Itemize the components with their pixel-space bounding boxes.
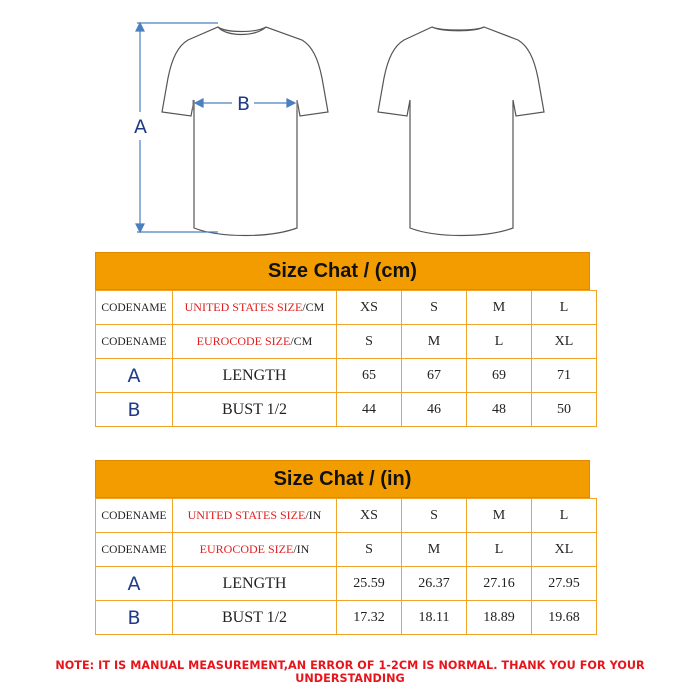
tshirt-figure xyxy=(0,0,700,245)
measurement-cell: 46 xyxy=(402,393,467,427)
size-chart-in xyxy=(95,460,590,635)
table-row xyxy=(96,499,597,533)
row-key: CODENAME xyxy=(96,325,173,359)
table-row xyxy=(96,601,597,635)
measurement-cell: 27.16 xyxy=(467,567,532,601)
size-cell: S xyxy=(337,325,402,359)
size-cell: M xyxy=(402,325,467,359)
table-row xyxy=(96,533,597,567)
measurement-cell: 25.59 xyxy=(337,567,402,601)
measurement-cell: 17.32 xyxy=(337,601,402,635)
size-cell: XS xyxy=(337,291,402,325)
size-cell: L xyxy=(532,499,597,533)
measurement-note: NOTE: IT IS MANUAL MEASUREMENT,AN ERROR OF 1-2CM IS NORMAL. THANK YOU FOR YOUR UNDERSTANDING xyxy=(55,659,645,685)
measurement-cell: 65 xyxy=(337,359,402,393)
row-key: B xyxy=(96,601,173,635)
row-key: CODENAME xyxy=(96,499,173,533)
row-key: CODENAME xyxy=(96,291,173,325)
row-label: UNITED STATES SIZE/CM xyxy=(173,291,337,325)
dimension-b-label: B xyxy=(237,93,251,115)
measurement-cell: 27.95 xyxy=(532,567,597,601)
size-table-in xyxy=(95,498,597,635)
row-key: CODENAME xyxy=(96,533,173,567)
row-label: EUROCODE SIZE/CM xyxy=(173,325,337,359)
measurement-cell: 44 xyxy=(337,393,402,427)
tshirt-diagram xyxy=(0,0,700,245)
size-cell: S xyxy=(337,533,402,567)
measurement-cell: 26.37 xyxy=(402,567,467,601)
size-chart-cm-title: Size Chat / (cm) xyxy=(95,252,590,290)
row-label: BUST 1/2 xyxy=(173,601,337,635)
measurement-cell: 71 xyxy=(532,359,597,393)
row-key: B xyxy=(96,393,173,427)
size-cell: S xyxy=(402,291,467,325)
row-key: A xyxy=(96,567,173,601)
measurement-cell: 50 xyxy=(532,393,597,427)
table-row xyxy=(96,359,597,393)
size-cell: M xyxy=(467,291,532,325)
row-label: UNITED STATES SIZE/IN xyxy=(173,499,337,533)
row-label: LENGTH xyxy=(173,567,337,601)
front-tshirt-outline xyxy=(162,27,328,236)
measurement-cell: 69 xyxy=(467,359,532,393)
size-cell: M xyxy=(467,499,532,533)
size-chart-cm xyxy=(95,252,590,427)
size-cell: L xyxy=(467,325,532,359)
size-table-cm xyxy=(95,290,597,427)
row-label: EUROCODE SIZE/IN xyxy=(173,533,337,567)
size-cell: L xyxy=(532,291,597,325)
size-cell: M xyxy=(402,533,467,567)
measurement-cell: 19.68 xyxy=(532,601,597,635)
row-label: BUST 1/2 xyxy=(173,393,337,427)
size-cell: XS xyxy=(337,499,402,533)
dimension-a-label: A xyxy=(134,116,147,138)
size-cell: XL xyxy=(532,325,597,359)
row-key: A xyxy=(96,359,173,393)
size-chart-in-title: Size Chat / (in) xyxy=(95,460,590,498)
size-cell: XL xyxy=(532,533,597,567)
size-cell: L xyxy=(467,533,532,567)
table-row xyxy=(96,325,597,359)
table-row xyxy=(96,291,597,325)
table-row xyxy=(96,393,597,427)
row-label: LENGTH xyxy=(173,359,337,393)
size-cell: S xyxy=(402,499,467,533)
measurement-cell: 67 xyxy=(402,359,467,393)
measurement-cell: 48 xyxy=(467,393,532,427)
table-row xyxy=(96,567,597,601)
measurement-cell: 18.11 xyxy=(402,601,467,635)
measurement-cell: 18.89 xyxy=(467,601,532,635)
back-tshirt-outline xyxy=(378,27,544,236)
